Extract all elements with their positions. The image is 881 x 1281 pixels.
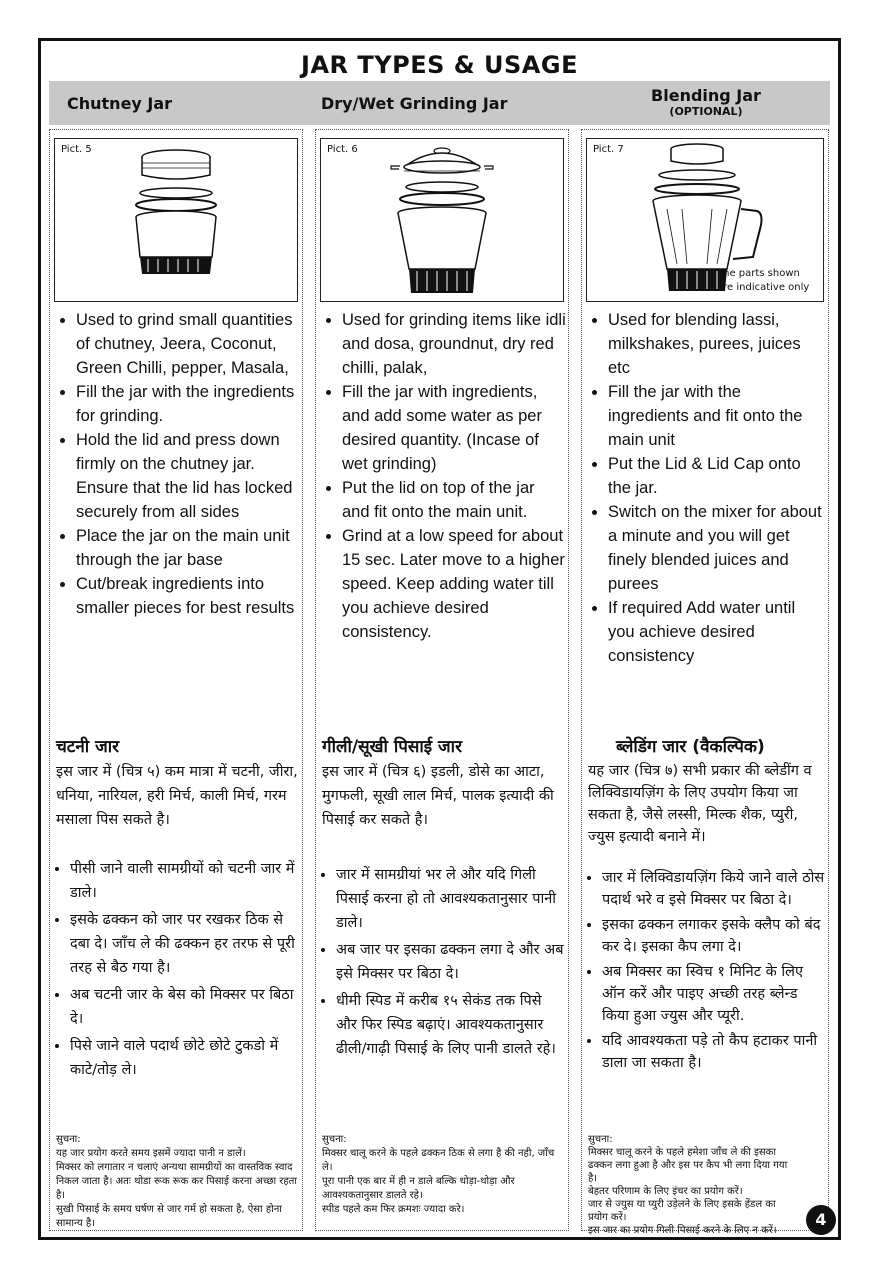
pict-label: Pict. 7	[593, 144, 624, 155]
header-grinding-jar: Dry/Wet Grinding Jar	[321, 94, 508, 113]
grinding-jar-illustration	[321, 139, 563, 299]
list-item: • Used to grind small quantities of chutney, Jeera, Coconut, Green Chilli, pepper, Masala,	[76, 308, 300, 380]
list-item: • Hold the lid and press down firmly on the chutney jar. Ensure that the lid has locked securely from all sides	[76, 428, 300, 524]
page-frame	[38, 38, 841, 1240]
column-grinding-jar	[315, 129, 569, 1231]
list-item: • Fill the jar with the ingredients for grinding.	[76, 380, 300, 428]
hindi-instructions	[322, 863, 566, 1064]
hindi-note: सुचना: मिक्सर चालू करने के पहले ढक्कन ठिक से लगा है की नही, जाँच ले। पूरा पानी एक बार में ही न डाले बल्कि थोड़ा-थोड़ा और आवश्यकतानुसार डालते रहे। स्पीड पहले कम फिर क्रमशः ज्यादा करे।	[322, 1134, 555, 1215]
list-item: • जार में सामग्रीयां भर ले और यदि गिली पिसाई करना हो तो आवश्यकतानुसार पानी डाले।	[336, 863, 566, 935]
hindi-intro: यह जार (चित्र ७) सभी प्रकार की ब्लेडींग व लिक्विडायज़िंग के लिए उपयोग किया जा सकता है, जैसे लस्सी, मिल्क शैक, प्युरी, ज्युस इत्यादी बनाने में।	[588, 763, 812, 845]
list-item: • इसका ढक्कन लगाकर इसके क्लैप को बंद कर दे। इसका कैप लगा दे।	[602, 914, 826, 958]
list-item: • Fill the jar with ingredients, and add some water as per desired quantity. (Incase of wet grinding)	[342, 380, 566, 476]
hindi-title: चटनी जार	[56, 737, 120, 757]
list-item: • Grind at a low speed for about 15 sec. Later move to a higher speed. Keep adding water till you achieve desired consistency.	[342, 524, 566, 644]
hindi-instructions	[56, 857, 300, 1085]
picture-blending-jar	[586, 138, 824, 302]
list-item: • अब जार पर इसका ढक्कन लगा दे और अब इसे मिक्सर पर बिठा दे।	[336, 938, 566, 986]
picture-chutney-jar	[54, 138, 298, 302]
hindi-note: सुचना: यह जार प्रयोग करते समय इसमें ज्यादा पानी न डालें। मिक्सर को लगातार न चलाएं अन्यथा सामग्रीयों का वास्तविक स्वाद निकल जाता है। अतः थोडा रूक रूक कर पिसाई करना अच्छा रहता है। सुखी पिसाई के समय घर्षण से जार गर्म हो सकता है, ऐसा होना सामान्य है।	[56, 1134, 297, 1229]
hindi-title: ब्लेडिंग जार (वैकल्पिक)	[616, 737, 765, 757]
parts-indicative-note: The parts shown are indicative only	[717, 268, 810, 293]
list-item: • Fill the jar with the ingredients and fit onto the main unit	[608, 380, 826, 452]
page-title: JAR TYPES & USAGE	[301, 51, 578, 79]
page-number: 4	[806, 1205, 836, 1235]
english-instructions	[322, 308, 566, 644]
list-item: • Cut/break ingredients into smaller pieces for best results	[76, 572, 300, 620]
column-header-bar	[49, 81, 830, 125]
list-item: • जार में लिक्विडायज़िंग किये जाने वाले ठोस पदार्थ भरे व इसे मिक्सर पर बिठा दे।	[602, 867, 826, 911]
chutney-jar-illustration	[55, 139, 297, 299]
list-item: • यदि आवश्यकता पड़े तो कैप हटाकर पानी डाला जा सकता है।	[602, 1030, 826, 1074]
list-item: • अब मिक्सर का स्विच १ मिनिट के लिए ऑन करें और पाइए अच्छी तरह ब्लेन्ड किया हुआ ज्युस और प्यूरी.	[602, 961, 826, 1027]
list-item: • इसके ढक्कन को जार पर रखकर ठिक से दबा दे। जाँच ले की ढक्कन हर तरफ से पूरी तरह से बैठ गया है।	[70, 908, 300, 980]
list-item: • Switch on the mixer for about a minute and you will get finely blended juices and purees	[608, 500, 826, 596]
list-item: • Put the lid on top of the jar and fit onto the main unit.	[342, 476, 566, 524]
list-item: • पीसी जाने वाली सामग्रीयों को चटनी जार में डाले।	[70, 857, 300, 905]
column-blending-jar	[581, 129, 829, 1236]
list-item: • Place the jar on the main unit through the jar base	[76, 524, 300, 572]
header-blending-jar-optional: (OPTIONAL)	[669, 105, 743, 118]
header-chutney-jar: Chutney Jar	[67, 94, 173, 113]
list-item: • पिसे जाने वाले पदार्थ छोटे छोटे टुकडो में काटे/तोड़ ले।	[70, 1034, 300, 1082]
column-chutney-jar	[49, 129, 303, 1231]
list-item: • Used for grinding items like idli and dosa, groundnut, dry red chilli, palak,	[342, 308, 566, 380]
list-item: • धीमी स्पिड में करीब १५ सेकंड तक पिसे और फिर स्पिड बढ़ाएं। आवश्यकतानुसार ढीली/गाढ़ी पिसाई के लिए पानी डालते रहे।	[336, 989, 566, 1061]
hindi-intro: इस जार में (चित्र ५) कम मात्रा में चटनी, जीरा, धनिया, नारियल, हरी मिर्च, काली मिर्च, गरम मसाला पिस सकते है।	[56, 764, 298, 828]
hindi-instructions	[588, 867, 826, 1077]
hindi-intro: इस जार में (चित्र ६) इडली, डोसे का आटा, मुगफली, सूखी लाल मिर्च, पालक इत्यादी की पिसाई कर सकते है।	[322, 764, 554, 828]
header-blending-jar	[631, 88, 781, 120]
english-instructions	[588, 308, 826, 668]
pict-label: Pict. 5	[61, 144, 92, 155]
pict-label: Pict. 6	[327, 144, 358, 155]
list-item: • Used for blending lassi, milkshakes, purees, juices etc	[608, 308, 826, 380]
list-item: • अब चटनी जार के बेस को मिक्सर पर बिठा दे।	[70, 983, 300, 1031]
picture-grinding-jar	[320, 138, 564, 302]
list-item: • If required Add water until you achieve desired consistency	[608, 596, 826, 668]
header-blending-jar-title: Blending Jar	[651, 86, 761, 105]
hindi-note: सुचना: मिक्सर चालू करने के पहले हमेशा जाँच ले की इसका ढक्कन लगा हुआ है और इस पर कैप भी लगा दिया गया है। बेहतर परिणाम के लिए इंचर का प्रयोग करें। जार से ज्युस या प्युरी उड़ेलने के लिए इसके हेंडल का प्रयोग करें। इस जार का प्रयोग गिली पिसाई करने के लिए न करें।	[588, 1134, 788, 1236]
list-item: • Put the Lid & Lid Cap onto the jar.	[608, 452, 826, 500]
english-instructions	[56, 308, 300, 620]
hindi-title: गीली/सूखी पिसाई जार	[322, 737, 463, 757]
